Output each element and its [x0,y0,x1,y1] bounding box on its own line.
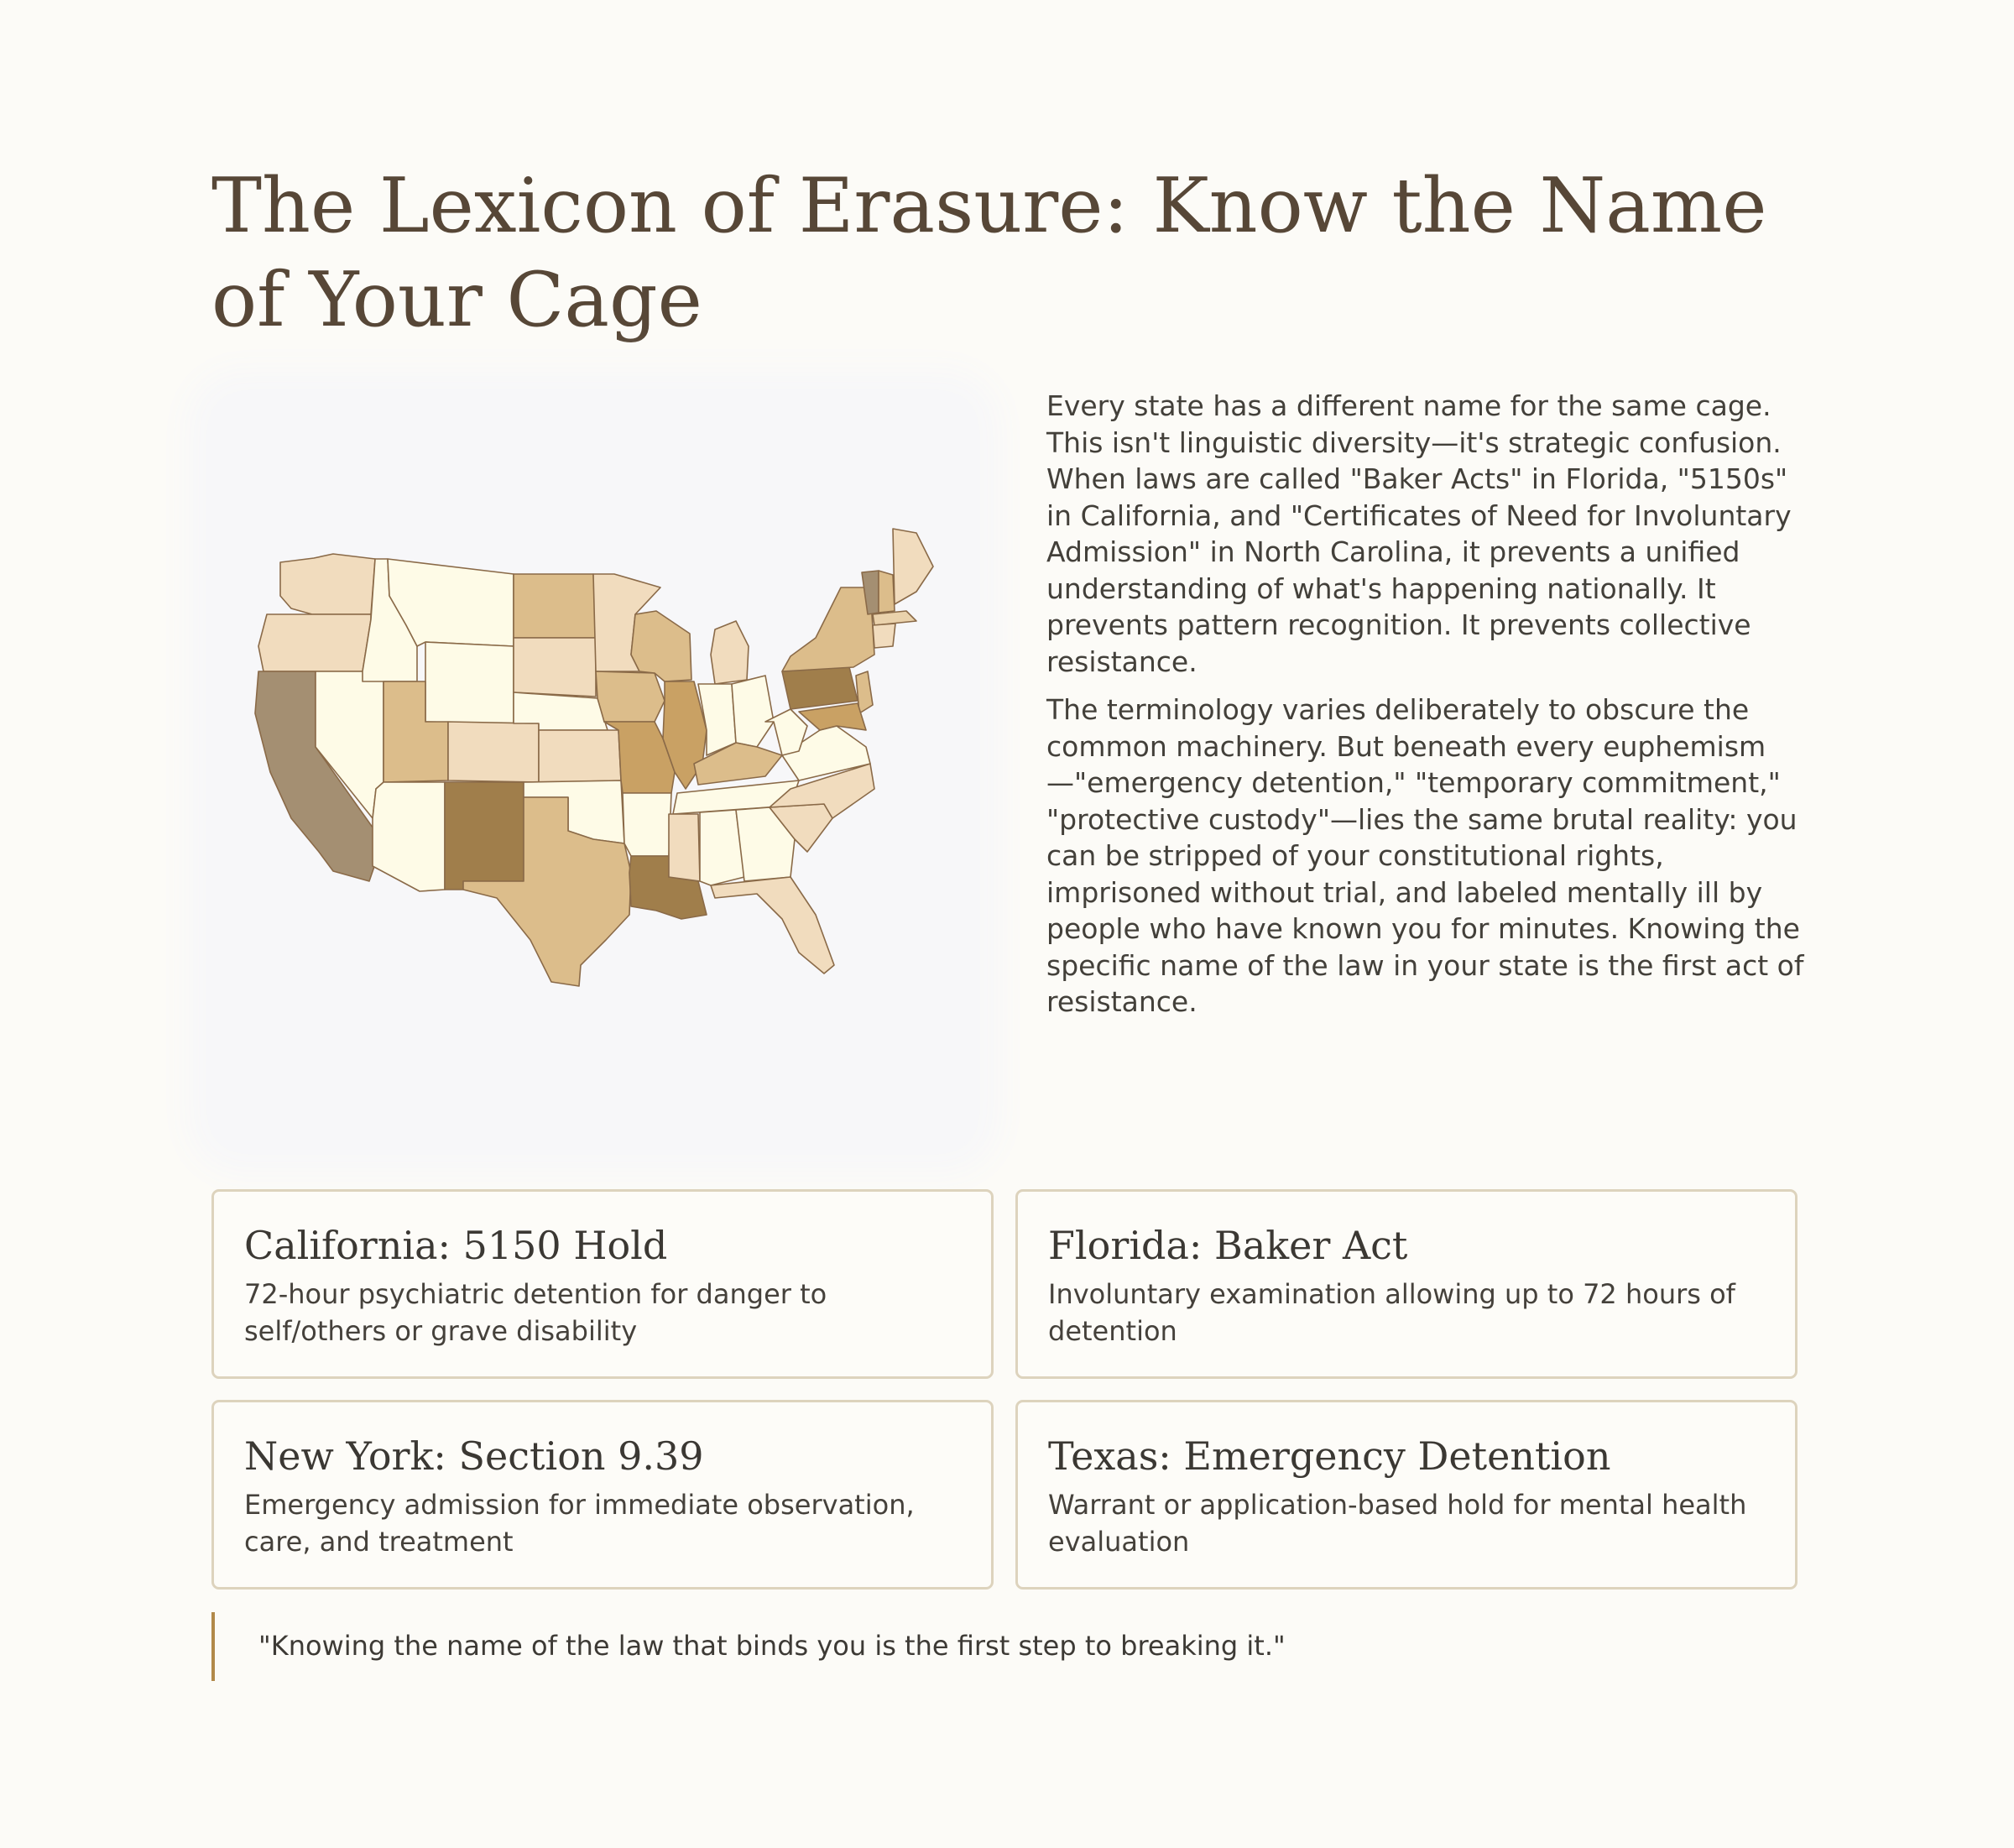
state-new-hampshire [879,571,895,613]
card-title: California: 5150 Hold [244,1223,668,1268]
map-panel [211,394,975,1150]
state-north-dakota [514,574,596,638]
state-south-dakota [514,638,596,697]
intro-text [1046,388,1818,1032]
state-arkansas [623,793,671,856]
intro-paragraph: Every state has a different name for the same cage. This isn't linguistic diversity—it's strategic confusion. When laws are called "Baker Acts" in Florida, "5150s" in California, and "Certificates of Need for Involuntary Admission" in North Carolina, it prevents a unified understanding of what's happening nationally. It prevents pattern recognition. It prevents collective resistance. [1046,389,1792,678]
state-ohio [732,676,774,747]
law-card-texas [1015,1400,1797,1590]
card-description: Emergency admission for immediate observation, care, and treatment [244,1489,915,1558]
law-card-new-york [211,1400,994,1590]
law-card-florida [1015,1189,1797,1379]
state-washington [280,554,375,614]
state-oregon [258,614,371,671]
state-iowa [596,671,665,722]
card-description: Involuntary examination allowing up to 72 hours of detention [1048,1278,1735,1347]
card-description: 72-hour psychiatric detention for danger to self/others or grave disability [244,1278,827,1347]
state-wisconsin [631,611,691,681]
card-title: Florida: Baker Act [1048,1223,1408,1268]
page-title: The Lexicon of Erasure: Know the Name of Your Cage [211,162,1767,344]
state-pennsylvania [782,667,858,709]
state-florida [711,877,834,974]
state-michigan [711,621,749,684]
state-kansas [539,730,621,782]
card-title: New York: Section 9.39 [244,1433,704,1479]
state-new-york [782,587,874,671]
state-mississippi [669,814,700,881]
card-title: Texas: Emergency Detention [1048,1433,1611,1479]
state-arizona [373,782,445,891]
state-connecticut [873,624,895,648]
state-colorado [448,722,539,782]
intro-paragraph: The terminology varies deliberately to obscure the common machinery. But beneath every euphemism—"emergency detention," "temporary commitment," "protective custody"—lies the same brutal reality: you can be stripped of your constitutional rights, imprisoned without trial, and labeled mentally ill by people who have known you for minutes. Knowing the specific name of the law in your state is the first act of resistance. [1046,693,1804,1018]
law-card-california [211,1189,994,1379]
us-states-map-icon [211,394,975,1150]
pull-quote: "Knowing the name of the law that binds you is the first step to breaking it." [211,1612,1806,1681]
card-description: Warrant or application-based hold for mental health evaluation [1048,1489,1747,1558]
state-wyoming [425,642,514,723]
state-new-mexico [445,782,524,890]
state-maine [893,529,933,604]
